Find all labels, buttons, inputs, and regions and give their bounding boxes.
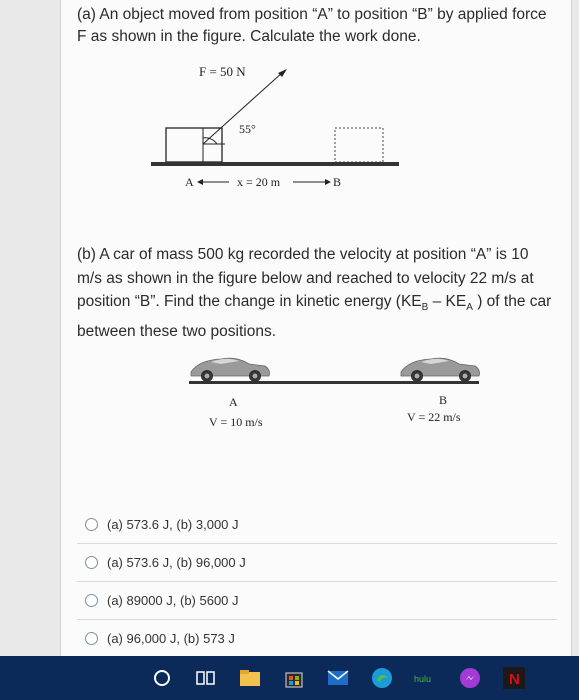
edge-icon[interactable] [360,656,404,700]
radio-button[interactable] [85,518,98,531]
mail-icon[interactable] [316,656,360,700]
force-label: F = 50 N [199,64,246,79]
messenger-icon[interactable] [448,656,492,700]
road-line [189,381,479,384]
task-view-icon[interactable] [184,656,228,700]
angle-label: 55° [239,122,256,136]
label-a: A [185,175,194,189]
answer-option-4[interactable] [77,619,557,657]
netflix-icon[interactable] [492,656,536,700]
search-icon[interactable] [140,656,184,700]
force-diagram [151,58,421,198]
answer-option-3[interactable] [77,581,557,620]
question-b-text: (b) A car of mass 500 kg recorded the velocity at position “A” is 10 m/s as shown in the figure below and reached to velocity 22 m/s at position “B”. Find the change in kinetic energy ($KE_B - KE_A$ ) of the car between these two positions. [77,246,552,340]
label-b: B [333,175,342,189]
answer-option-1[interactable] [77,505,557,544]
car-a [191,358,270,382]
car-diagram [181,350,481,440]
option-label: (a) 96,000 J, (b) 573 J [107,630,235,646]
block-b [335,128,383,162]
question-a-text: (a) An object moved from position “A” to position “B” by applied force F as shown in the figure. Calculate the work done. [77,6,547,45]
radio-button[interactable] [85,632,98,645]
radio-button[interactable] [85,556,98,569]
svg-text:N: N [509,671,520,688]
option-label: (a) 573.6 J, (b) 96,000 J [107,554,246,570]
option-label: (a) 573.6 J, (b) 3,000 J [107,516,239,532]
car-b-velocity: V = 22 m/s [407,410,461,424]
answer-option-2[interactable] [77,543,557,582]
ground-line [151,162,399,166]
car-a-velocity: V = 10 m/s [209,415,263,429]
radio-button[interactable] [85,594,98,607]
distance-label: x = 20 m [237,175,281,189]
car-b-label: B [439,393,448,407]
hulu-icon[interactable] [404,656,448,700]
car-b [401,358,480,382]
svg-text:hulu: hulu [414,674,432,684]
car-a-label: A [229,395,238,409]
option-label: (a) 89000 J, (b) 5600 J [107,592,239,608]
store-icon[interactable] [272,656,316,700]
windows-taskbar [0,656,579,700]
file-explorer-icon[interactable] [228,656,272,700]
block-a [166,128,222,162]
quiz-page [60,0,572,660]
